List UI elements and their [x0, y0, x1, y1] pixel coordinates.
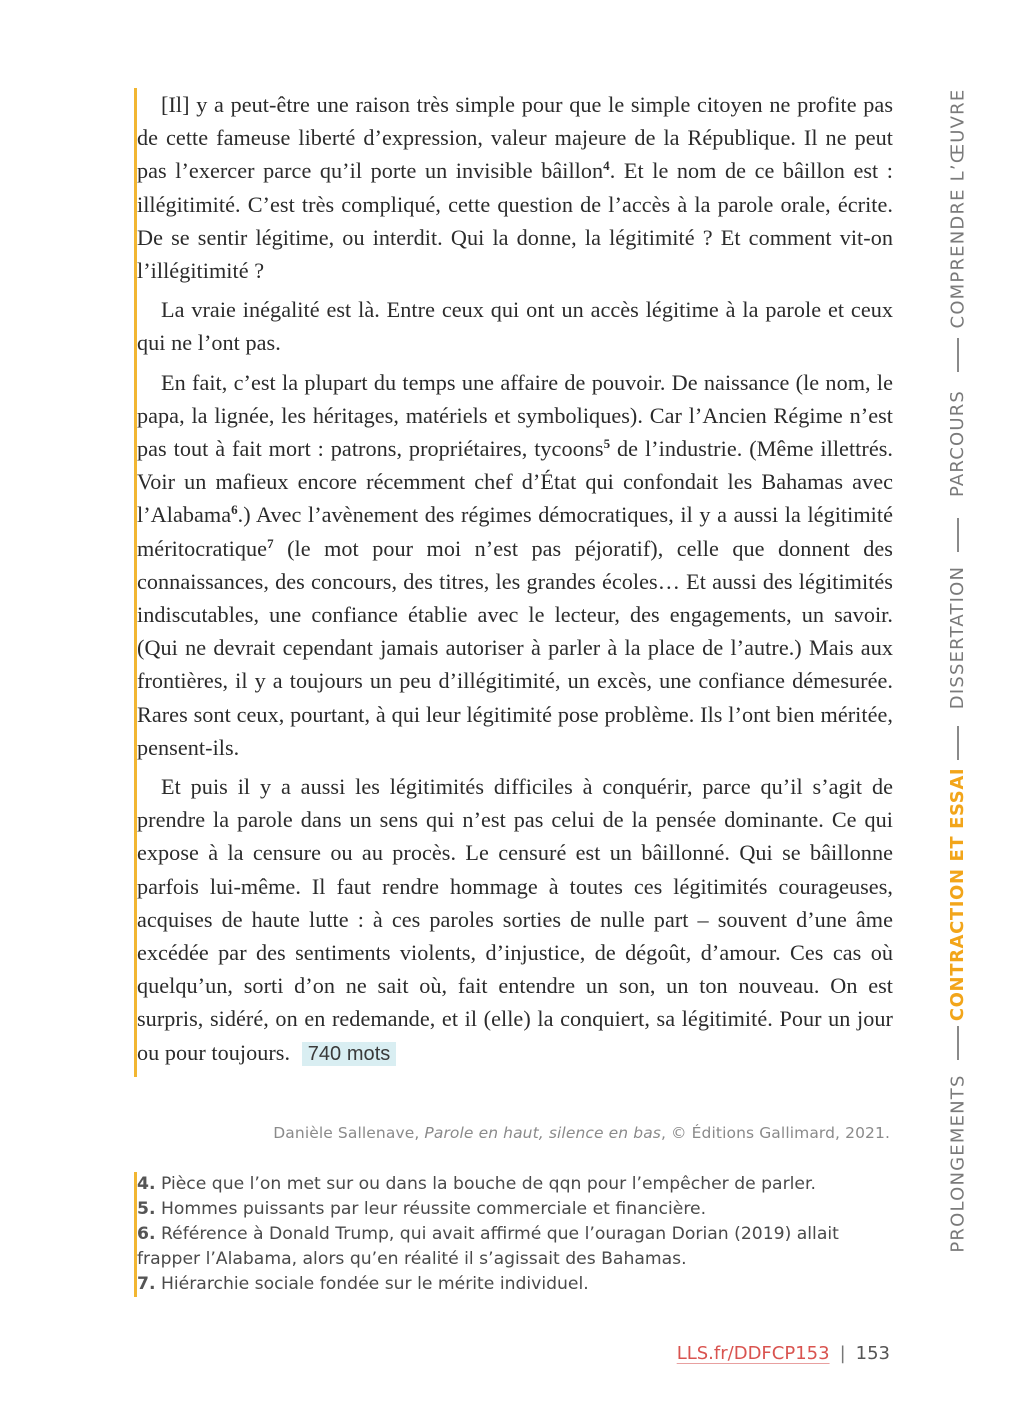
footnote-number: 4.: [137, 1174, 156, 1194]
resource-link[interactable]: LLS.fr/DDFCP153: [676, 1343, 830, 1364]
sidebar-separator: [957, 338, 959, 372]
footer-separator: |: [839, 1343, 846, 1364]
footnotes: [134, 1172, 897, 1297]
footnote-number: 7.: [137, 1274, 156, 1294]
body-paragraph: [137, 770, 893, 1071]
sidebar-item-label: COMPRENDRE L’ŒUVRE: [947, 88, 969, 328]
paragraph-text: . Et le nom de ce bâillon est : illégitimité. C’est très compliqué, cette question de l’accès à la parole orale, écrite. De se sentir légitime, ou interdit. Qui la donne, la légitimité ? Et comment vit-on l’illégitimité ?: [137, 158, 893, 284]
footnote-reference[interactable]: 5: [603, 436, 611, 452]
body-paragraph: [137, 293, 893, 359]
source-title: Parole en haut, silence en bas: [424, 1124, 661, 1142]
footnote-number: 6.: [137, 1224, 156, 1244]
sidebar-item-contraction-essai[interactable]: [930, 767, 986, 1021]
footnote-text: Référence à Donald Trump, qui avait affirmé que l’ouragan Dorian (2019) allait frapper l’Alabama, alors qu’en réalité il s’agissait des Bahamas.: [137, 1224, 839, 1269]
sidebar-item-label: CONTRACTION ET ESSAI: [947, 767, 969, 1021]
footnote-reference[interactable]: 7: [267, 535, 274, 551]
page-footer: [677, 1343, 890, 1364]
footnote-text: Hommes puissants par leur réussite commerciale et financière.: [155, 1199, 707, 1219]
source-citation: [273, 1124, 890, 1142]
footnote-number: 5.: [137, 1199, 156, 1219]
paragraphs: [119, 88, 893, 1071]
footnote: [137, 1222, 897, 1272]
page-number: 153: [855, 1343, 890, 1364]
footnote-text: Pièce que l’on met sur ou dans la bouche de qqn pour l’empêcher de parler.: [155, 1174, 816, 1194]
footnote: [137, 1172, 897, 1197]
word-count-badge: 740 mots: [302, 1042, 397, 1066]
source-publisher: , © Éditions Gallimard, 2021.: [660, 1124, 890, 1142]
footnote: [137, 1197, 897, 1222]
essay-excerpt: [134, 88, 893, 1077]
footnote: [137, 1272, 897, 1297]
sidebar-separator: [957, 1026, 959, 1060]
sidebar-item-label: DISSERTATION: [947, 565, 969, 709]
sidebar-item-label: PROLONGEMENTS: [947, 1073, 969, 1253]
footnote-reference[interactable]: 4: [603, 158, 610, 174]
footnote-text: Hiérarchie sociale fondée sur le mérite individuel.: [155, 1274, 589, 1294]
paragraph-text: [Il] y a peut-être une raison très simple pour que le simple citoyen ne profite pas de cette fameuse liberté d’expression, valeur majeure de la République. Il ne peut pas l’exercer parce qu’il porte un invisible bâillon: [137, 92, 893, 184]
sidebar-item-label: PARCOURS: [947, 389, 969, 497]
sidebar-item-parcours[interactable]: [930, 380, 986, 506]
paragraph-text: Et puis il y a aussi les légitimités difficiles à conquérir, parce qu’il s’agit de prendre la parole dans un sens qui n’est pas celui de la pensée dominante. Ce qui expose à la censure ou au procès. Le censuré est un bâillonné. Qui se bâillonne parfois lui-même. Il faut rendre hommage à toutes ces légitimités courageuses, acquises de haute lutte : à ces paroles sorties de nulle part – souvent d’une âme excédée par des sentiments violents, d’injustice, de dégoût, d’amour. Ces cas où quelqu’un, sorti d’on ne sait où, fait entendre un son, un ton nouveau. On est surpris, sidéré, on en redemande, et il (elle) la conquiert, sa légitimité. Pour un jour ou pour toujours.: [137, 774, 893, 1065]
sidebar-item-comprendre[interactable]: [930, 88, 986, 328]
sidebar-separator: [957, 518, 959, 552]
source-author: Danièle Sallenave,: [273, 1124, 425, 1142]
sidebar-item-dissertation[interactable]: [930, 560, 986, 714]
paragraph-text: La vraie inégalité est là. Entre ceux qui ont un accès légitime à la parole et ceux qui ne l’ont pas.: [137, 297, 893, 356]
section-sidebar: [930, 88, 986, 1258]
paragraph-text: En fait, c’est la plupart du temps une affaire de pouvoir. De naissance (le nom, le papa, la lignée, les héritages, matériels et symboliques). Car l’Ancien Régime n’est pas tout à fait mort : patrons, propriétaires, tycoons: [137, 369, 893, 462]
sidebar-item-prolongements[interactable]: [930, 1070, 986, 1256]
paragraph-text: (le mot pour moi n’est pas péjoratif), celle que donnent des connaissances, des concours, des titres, les grandes écoles… Et aussi des légitimités indiscutables, une confiance établie avec le lecteur, des engagements, un savoir. (Qui ne devrait cependant jamais autoriser à parler à la place de l’autre.) Mais aux frontières, il y a toujours un peu d’illégitimité, un excès, une confiance démesurée. Rares sont ceux, pourtant, à qui leur légitimité pose problème. Ils l’ont bien méritée, pensent-ils.: [137, 535, 893, 760]
paragraph-text: de l’industrie. (Même illettrés. Voir un mafieux encore récemment chef d’État qui confondait les Bahamas avec l’Alabama: [137, 436, 894, 528]
footnote-reference[interactable]: 6: [231, 502, 238, 518]
paragraph-text: .) Avec l’avènement des régimes démocratiques, il y a aussi la légitimité méritocratique: [137, 502, 893, 561]
body-paragraph: [137, 88, 893, 287]
body-paragraph: [137, 366, 893, 764]
sidebar-separator: [957, 726, 959, 760]
